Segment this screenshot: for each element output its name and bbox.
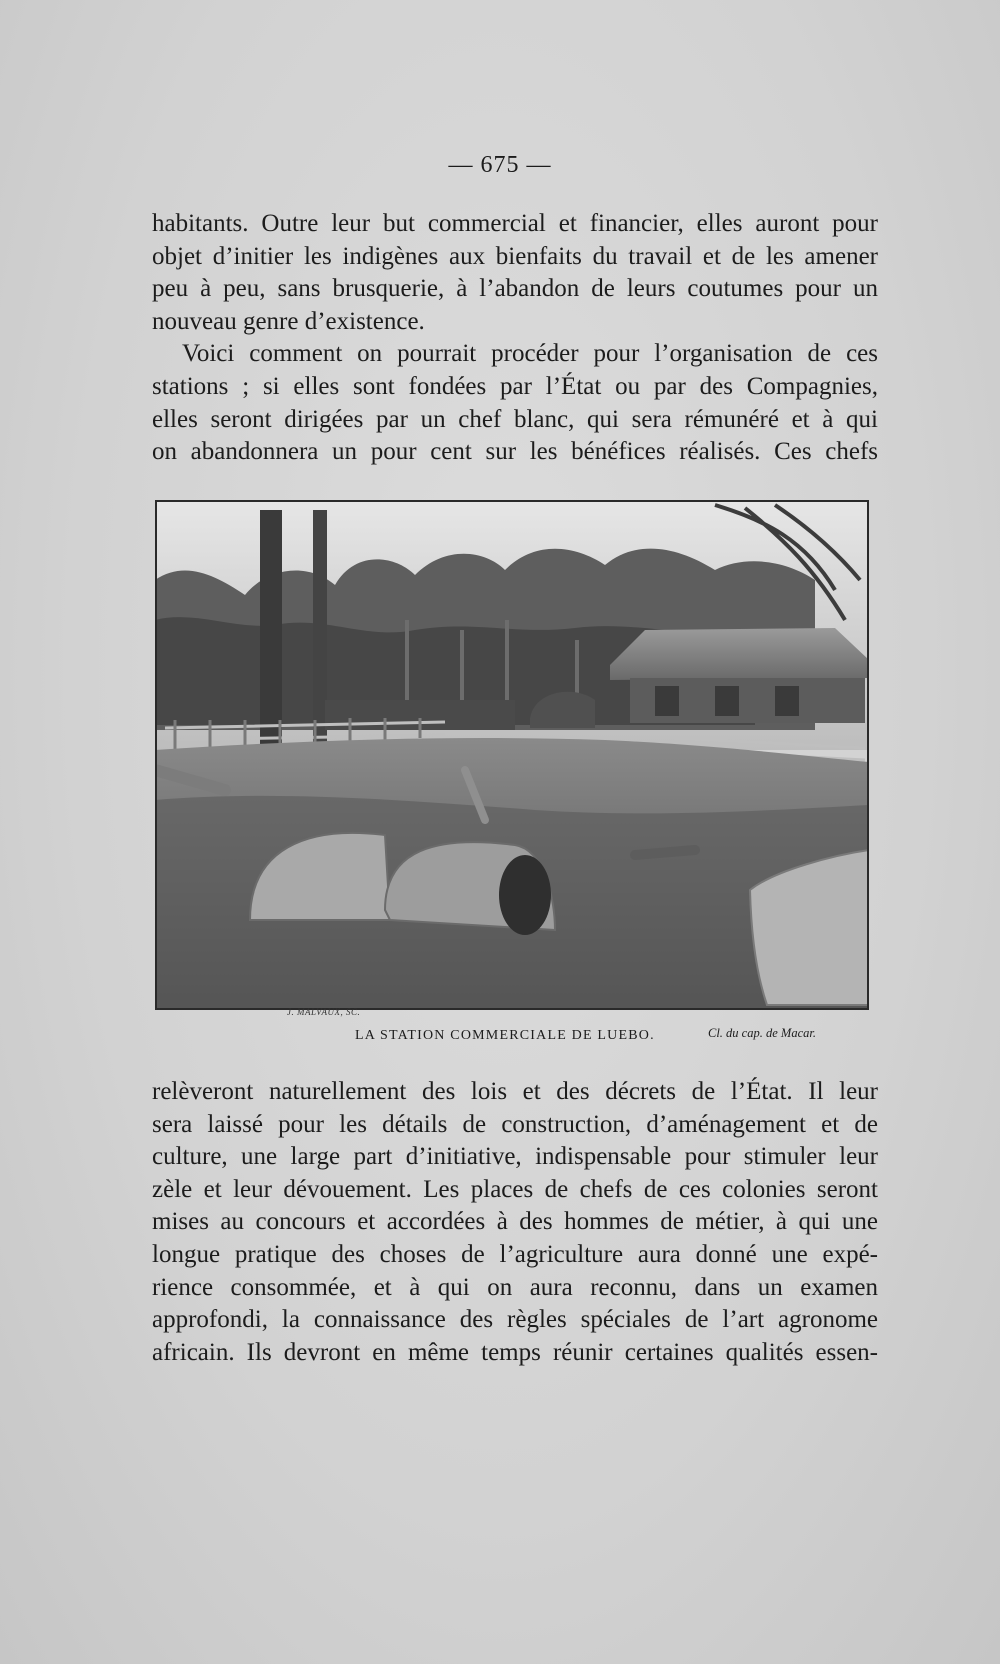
paragraph-1 — [152, 208, 878, 338]
page-number: — 675 — — [448, 152, 552, 178]
caption-title: LA STATION COMMERCIALE DE LUEBO. — [355, 1028, 655, 1043]
text-line: rience consommée, et à qui on aura reconnu, dans un examen — [152, 1273, 878, 1301]
text-line: on abandonnera un pour cent sur les bénéfices réalisés. Ces chefs — [152, 438, 878, 466]
text-block-top — [152, 208, 878, 469]
paragraph-2 — [152, 338, 878, 468]
text-block-bottom — [152, 1076, 878, 1369]
text-line: Voici comment on pourrait procéder pour l’organisation de ces — [182, 340, 878, 368]
text-line: mises au concours et accordées à des hommes de métier, à qui une — [152, 1208, 878, 1236]
photo-credit: Cl. du cap. de Macar. — [708, 1026, 816, 1040]
paragraph-3 — [152, 1076, 878, 1369]
text-line: relèveront naturellement des lois et des décrets de l’État. Il leur — [152, 1078, 878, 1105]
text-line: habitants. Outre leur but commercial et financier, elles auront pour — [152, 210, 878, 237]
text-line: peu à peu, sans brusquerie, à l’abandon de leurs coutumes pour un — [152, 275, 878, 303]
text-line: sera laissé pour les détails de construction, d’aménagement et de — [152, 1110, 878, 1138]
text-line: nouveau genre d’existence. — [152, 307, 425, 335]
figure-caption — [0, 1028, 1000, 1048]
text-line: elles seront dirigées par un chef blanc, qui sera rémunéré et à qui — [152, 405, 878, 433]
text-line: approfondi, la connaissance des règles spéciales de l’art agronome — [152, 1306, 878, 1334]
engraver-signature: J. MALVAUX, SC. — [287, 1007, 361, 1017]
text-line: africain. Ils devront en même temps réunir certaines qualités essen- — [152, 1338, 878, 1366]
text-line: longue pratique des choses de l’agriculture aura donné une expé- — [152, 1240, 878, 1268]
text-line: zèle et leur dévouement. Les places de chefs de ces colonies seront — [152, 1175, 878, 1203]
text-line: objet d’initier les indigènes aux bienfaits du travail et de les amener — [152, 242, 878, 270]
text-line: stations ; si elles sont fondées par l’État ou par des Compagnies, — [152, 372, 878, 400]
station-photograph — [155, 500, 869, 1010]
text-line: culture, une large part d’initiative, indispensable pour stimuler leur — [152, 1143, 878, 1171]
